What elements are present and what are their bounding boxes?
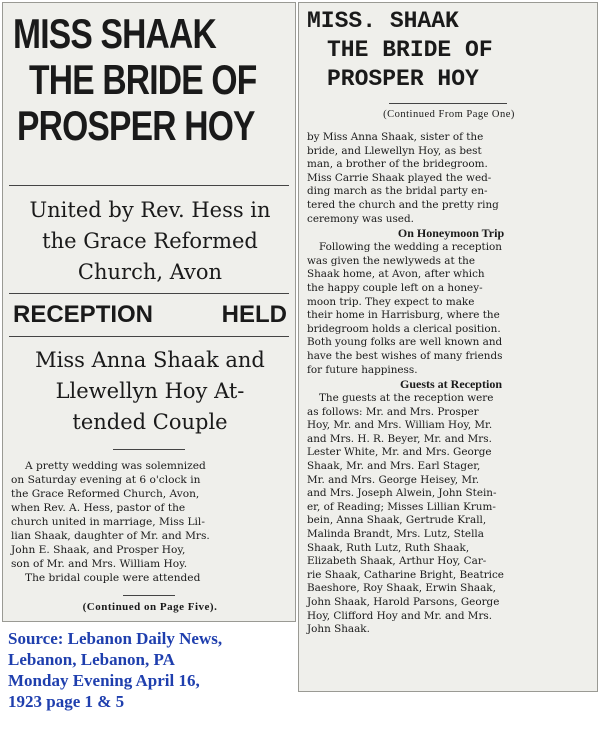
continued-from-page-one: (Continued From Page One): [383, 109, 515, 120]
deck-united: [3, 195, 296, 288]
body-line: Miss Carrie Shaak played the wed-: [307, 171, 492, 184]
left-headline-line-3: PROSPER HOY: [17, 102, 255, 149]
body-line: when Rev. A. Hess, pastor of the: [11, 502, 186, 514]
body-line: Following the wedding a reception: [319, 241, 502, 254]
body-line: John Shaak.: [307, 623, 370, 636]
body-line: ding march as the bridal party en-: [307, 185, 488, 198]
reception-heading-left: RECEPTION: [13, 301, 154, 328]
left-article-body: [11, 459, 291, 585]
body-line: bride, and Llewellyn Hoy, as best: [307, 144, 482, 157]
source-line: Monday Evening April 16,: [8, 671, 200, 690]
right-headline-line-2: THE BRIDE OF: [327, 37, 493, 63]
body-line: Shaak, Mr. and Mrs. Earl Stager,: [307, 460, 481, 473]
deck-united-line-2: the Grace Reformed: [42, 229, 258, 253]
right-headline-line-1: MISS. SHAAK: [307, 8, 459, 34]
body-line: Shaak home, at Avon, after which: [307, 268, 485, 281]
body-line: by Miss Anna Shaak, sister of the: [307, 131, 484, 143]
divider: [9, 336, 289, 337]
deck-united-line-1: United by Rev. Hess in: [29, 198, 271, 222]
body-line: Baeshore, Roy Shaak, Erwin Shaak,: [307, 582, 496, 595]
body-line: Hoy, Clifford Hoy and Mr. and Mrs.: [307, 609, 493, 622]
left-headline-line-1: MISS SHAAK: [13, 10, 216, 57]
body-line: moon trip. They expect to make: [307, 295, 475, 308]
left-headline: [13, 11, 296, 149]
body-line: on Saturday evening at 6 o'clock in: [11, 474, 201, 486]
body-line: The guests at the reception were: [319, 392, 494, 405]
body-line: son of Mr. and Mrs. William Hoy.: [11, 558, 188, 570]
body-line: The bridal couple were attended: [25, 572, 201, 584]
body-line: church united in marriage, Miss Lil-: [11, 516, 205, 528]
right-headline: [307, 7, 493, 94]
deck-attended-line-3: tended Couple: [72, 410, 228, 434]
source-line: Lebanon, Lebanon, PA: [8, 650, 175, 669]
body-line: bein, Anna Shaak, Gertrude Krall,: [307, 514, 487, 527]
divider: [389, 103, 507, 104]
deck-attended-line-2: Llewellyn Hoy At-: [55, 379, 245, 403]
divider: [123, 595, 175, 596]
body-line: was given the newlyweds at the: [307, 254, 475, 267]
divider: [113, 449, 185, 450]
divider: [9, 293, 289, 294]
body-line: er, of Reading; Misses Lillian Krum-: [307, 500, 496, 513]
body-line: Mr. and Mrs. George Heisey, Mr.: [307, 473, 480, 486]
body-line: rie Shaak, Catharine Bright, Beatrice: [307, 568, 504, 581]
body-line: Lester White, Mr. and Mrs. George: [307, 446, 492, 459]
continued-on-page-five: (Continued on Page Five).: [82, 601, 218, 613]
deck-united-line-3: Church, Avon: [77, 260, 223, 284]
body-line: Shaak, Ruth Lutz, Ruth Shaak,: [307, 541, 470, 554]
body-line: and Mrs. Joseph Alwein, John Stein-: [307, 487, 497, 500]
body-line: Elizabeth Shaak, Arthur Hoy, Car-: [307, 555, 487, 568]
subhead-guests-at-reception: Guests at Reception: [400, 377, 502, 392]
body-line: A pretty wedding was solemnized: [25, 460, 206, 472]
body-line: have the best wishes of many friends: [307, 349, 503, 362]
body-line: man, a brother of the bridegroom.: [307, 158, 488, 171]
body-line: Both young folks are well known and: [307, 336, 503, 349]
left-clipping: [2, 2, 296, 622]
deck-attended-line-1: Miss Anna Shaak and: [35, 348, 265, 372]
deck-attended: [3, 345, 296, 438]
body-line: as follows: Mr. and Mrs. Prosper: [307, 405, 479, 418]
body-line: and Mrs. H. R. Beyer, Mr. and Mrs.: [307, 432, 492, 445]
body-line: the Grace Reformed Church, Avon,: [11, 488, 200, 500]
right-clipping: [298, 2, 598, 692]
source-line: Source: Lebanon Daily News,: [8, 629, 223, 648]
body-line: John E. Shaak, and Prosper Hoy,: [11, 544, 186, 556]
divider: [9, 185, 289, 186]
body-line: bridegroom holds a clerical position.: [307, 322, 501, 335]
right-headline-line-3: PROSPER HOY: [327, 66, 479, 92]
body-line: lian Shaak, daughter of Mr. and Mrs.: [11, 530, 210, 542]
reception-heading-right: HELD: [221, 301, 287, 328]
left-headline-line-2: THE BRIDE OF: [29, 56, 257, 103]
body-line: the happy couple left on a honey-: [307, 281, 483, 294]
body-line: tered the church and the pretty ring: [307, 198, 499, 211]
source-line: 1923 page 1 & 5: [8, 692, 125, 711]
body-line: ceremony was used.: [307, 212, 414, 225]
body-line: for future happiness.: [307, 363, 418, 376]
source-caption: [8, 628, 298, 712]
body-line: John Shaak, Harold Parsons, George: [307, 596, 500, 608]
body-line: Malinda Brandt, Mrs. Lutz, Stella: [307, 528, 484, 541]
subhead-honeymoon-trip: On Honeymoon Trip: [397, 226, 505, 241]
body-line: their home in Harrisburg, where the: [307, 309, 500, 322]
right-article-body: [307, 131, 595, 637]
body-line: Hoy, Mr. and Mrs. William Hoy, Mr.: [307, 419, 493, 432]
